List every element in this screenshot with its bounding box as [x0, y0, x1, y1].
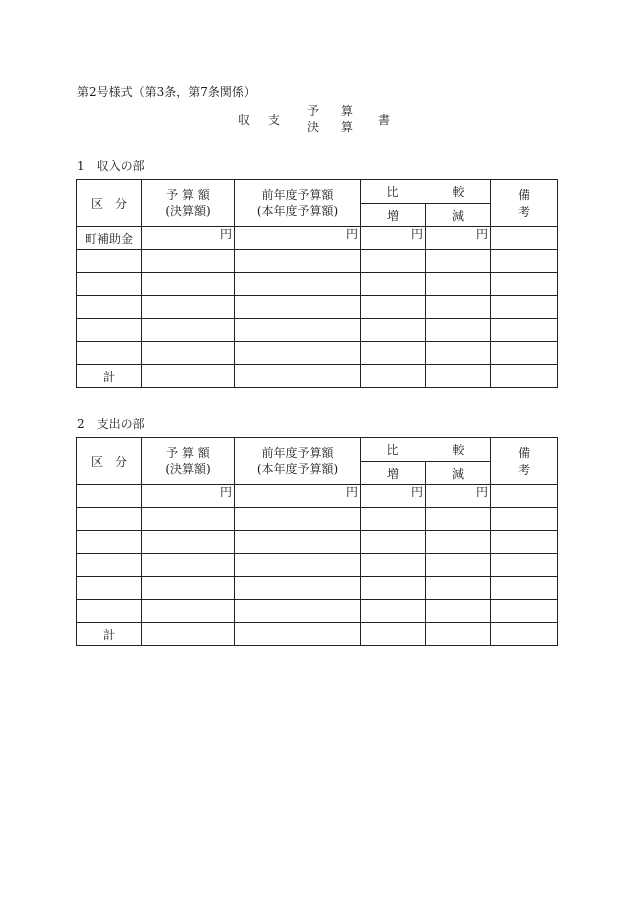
table-row — [77, 485, 558, 508]
header-compare-a: 比 — [386, 185, 399, 199]
table-row — [77, 508, 558, 531]
table-row — [77, 600, 558, 623]
row-label-subsidy: 町補助金 — [77, 227, 142, 250]
table-cell — [491, 485, 558, 508]
header-prev-line1: 前年度予算額 — [261, 188, 334, 202]
table-row — [77, 554, 558, 577]
header-decrease: 減 — [426, 204, 491, 227]
unit-label: 円 — [426, 227, 491, 250]
unit-label: 円 — [426, 485, 491, 508]
income-table — [76, 179, 558, 388]
expense-section-heading: 2 支出の部 — [77, 417, 145, 431]
header-compare-b: 較 — [452, 185, 465, 199]
header-budget — [142, 438, 235, 485]
unit-label: 円 — [142, 227, 235, 250]
header-budget-line1: 予 算 額 — [166, 446, 210, 460]
header-compare-a: 比 — [386, 443, 399, 457]
table-row — [77, 273, 558, 296]
expense-table — [76, 437, 558, 646]
form-number: 第2号様式（第3条，第7条関係） — [77, 85, 256, 99]
header-category: 区分 — [77, 438, 142, 485]
header-increase: 増 — [361, 204, 426, 227]
table-cell — [77, 485, 142, 508]
income-total-label: 計 — [77, 365, 142, 388]
table-row — [77, 319, 558, 342]
header-budget-line2: (決算額) — [165, 462, 211, 476]
header-increase: 増 — [361, 462, 426, 485]
title-budget: 予算 — [307, 104, 376, 118]
title-left: 収支 — [238, 113, 299, 127]
table-cell — [491, 227, 558, 250]
unit-label: 円 — [142, 485, 235, 508]
unit-label: 円 — [361, 227, 426, 250]
unit-label: 円 — [235, 227, 361, 250]
table-row — [77, 531, 558, 554]
header-previous-year — [235, 180, 361, 227]
table-row — [77, 250, 558, 273]
document-title — [0, 102, 630, 136]
total-row — [77, 623, 558, 646]
header-comparison — [361, 438, 491, 462]
title-settlement: 決算 — [307, 120, 376, 134]
header-comparison — [361, 180, 491, 204]
header-prev-line2: (本年度予算額) — [256, 462, 339, 476]
header-previous-year — [235, 438, 361, 485]
table-row — [77, 577, 558, 600]
header-prev-line2: (本年度予算額) — [256, 204, 339, 218]
header-remarks: 備 考 — [491, 180, 558, 227]
header-prev-line1: 前年度予算額 — [261, 446, 334, 460]
total-row — [77, 365, 558, 388]
table-row — [77, 296, 558, 319]
table-row — [77, 342, 558, 365]
income-section-heading: 1 収入の部 — [77, 159, 145, 173]
table-row — [77, 227, 558, 250]
unit-label: 円 — [235, 485, 361, 508]
header-budget-line2: (決算額) — [165, 204, 211, 218]
unit-label: 円 — [361, 485, 426, 508]
header-category: 区分 — [77, 180, 142, 227]
title-right: 書 — [378, 113, 391, 127]
expense-total-label: 計 — [77, 623, 142, 646]
header-decrease: 減 — [426, 462, 491, 485]
header-budget — [142, 180, 235, 227]
header-compare-b: 較 — [452, 443, 465, 457]
header-budget-line1: 予 算 額 — [166, 188, 210, 202]
header-remarks: 備 考 — [491, 438, 558, 485]
